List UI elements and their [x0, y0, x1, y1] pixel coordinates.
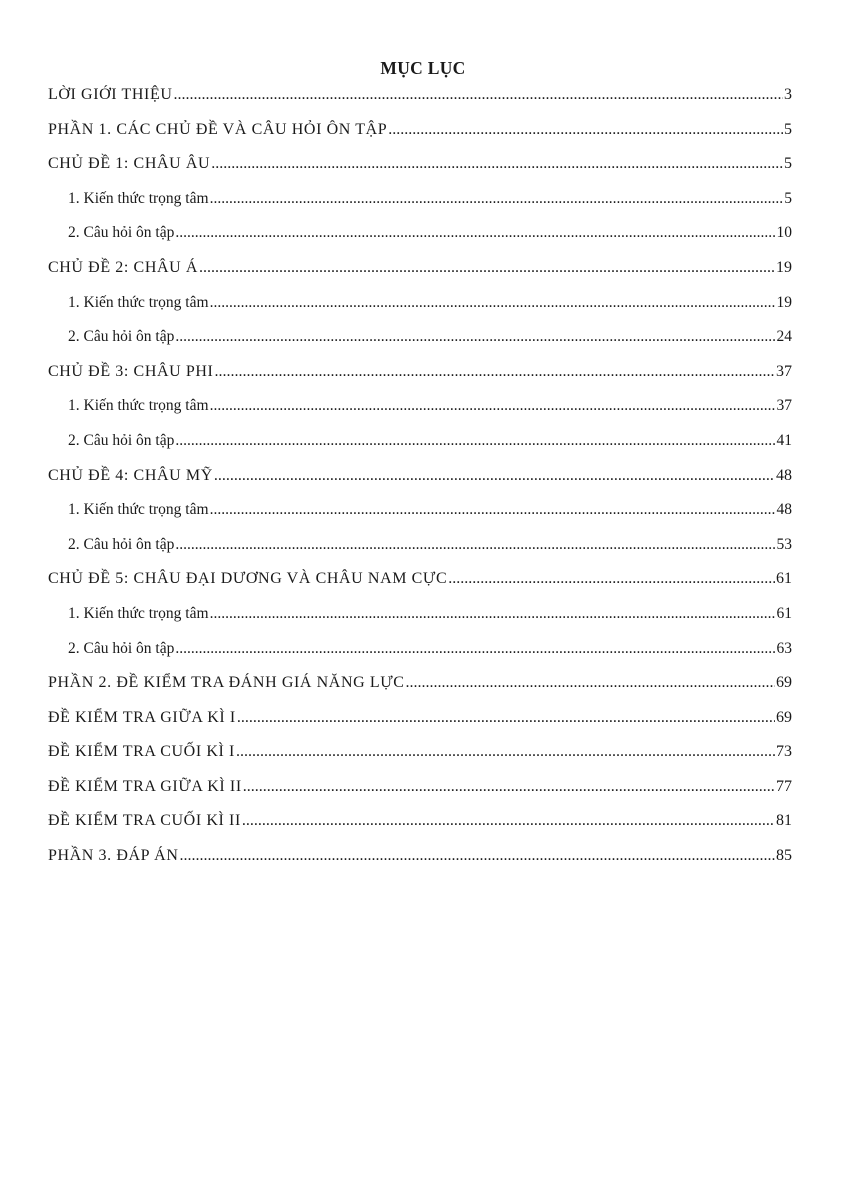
dot-leader: [175, 530, 775, 560]
toc-entry-page-number: 61: [776, 570, 792, 588]
toc-entry-page-number: 63: [776, 639, 792, 657]
toc-entry-label: ĐỀ KIỂM TRA CUỐI KÌ I: [48, 743, 235, 761]
toc-entry-page-number: 69: [776, 708, 792, 726]
toc-entry[interactable]: [48, 357, 792, 392]
dot-leader: [388, 115, 783, 145]
dot-leader: [199, 253, 775, 283]
toc-subentry[interactable]: [48, 391, 792, 426]
toc-subentry[interactable]: [48, 426, 792, 461]
dot-leader: [236, 737, 775, 767]
dot-leader: [180, 841, 776, 871]
toc-entry-page-number: 19: [776, 293, 792, 311]
toc-entry[interactable]: [48, 806, 792, 841]
dot-leader: [174, 80, 783, 110]
toc-entry-page-number: 10: [776, 224, 792, 242]
toc-entry[interactable]: [48, 772, 792, 807]
dot-leader: [210, 288, 776, 318]
dot-leader: [214, 461, 775, 491]
dot-leader: [210, 391, 776, 421]
toc-entry-label: 1. Kiến thức trọng tâm: [68, 501, 209, 519]
toc-entry-label: 2. Câu hỏi ôn tập: [68, 224, 175, 242]
dot-leader: [406, 668, 775, 698]
toc-entry-page-number: 53: [776, 535, 792, 553]
dot-leader: [242, 806, 775, 836]
toc-entry-page-number: 3: [784, 86, 792, 103]
toc-entry-page-number: 37: [776, 397, 792, 415]
dot-leader: [175, 218, 775, 248]
toc-entry[interactable]: [48, 841, 792, 876]
toc-entry-page-number: 19: [776, 258, 792, 276]
page-title: MỤC LỤC: [380, 58, 466, 78]
toc-entry-page-number: 77: [776, 777, 792, 795]
toc-entry-page-number: 5: [784, 189, 792, 207]
toc-subentry[interactable]: [48, 288, 792, 323]
toc-entry-label: PHẦN 2. ĐỀ KIỂM TRA ĐÁNH GIÁ NĂNG LỰC: [48, 674, 405, 692]
toc-entry-label: 2. Câu hỏi ôn tập: [68, 431, 175, 449]
toc-subentry[interactable]: [48, 530, 792, 565]
toc-entry-page-number: 85: [776, 847, 792, 865]
toc-subentry[interactable]: [48, 495, 792, 530]
dot-leader: [243, 772, 775, 802]
toc-entry-label: CHỦ ĐỀ 4: CHÂU MỸ: [48, 466, 213, 484]
dot-leader: [210, 599, 776, 629]
toc-entry-page-number: 5: [784, 155, 792, 173]
toc-entry-label: 1. Kiến thức trọng tâm: [68, 397, 209, 415]
toc-entry-label: 2. Câu hỏi ôn tập: [68, 639, 175, 657]
toc-entry-page-number: 41: [776, 431, 792, 449]
toc-entry-label: 1. Kiến thức trọng tâm: [68, 189, 209, 207]
dot-leader: [175, 426, 775, 456]
toc-entry-page-number: 73: [776, 743, 792, 761]
toc-entry-page-number: 5: [784, 120, 792, 138]
toc-entry[interactable]: [48, 737, 792, 772]
toc-subentry[interactable]: [48, 218, 792, 253]
toc-entry-label: 2. Câu hỏi ôn tập: [68, 535, 175, 553]
dot-leader: [210, 495, 776, 525]
table-of-contents: [48, 80, 792, 876]
toc-entry-page-number: 61: [776, 604, 792, 622]
toc-entry-label: ĐỀ KIỂM TRA GIỮA KÌ II: [48, 777, 242, 795]
toc-entry-label: CHỦ ĐỀ 1: CHÂU ÂU: [48, 155, 211, 173]
toc-entry-label: 1. Kiến thức trọng tâm: [68, 604, 209, 622]
toc-entry[interactable]: [48, 461, 792, 496]
dot-leader: [214, 357, 775, 387]
toc-subentry[interactable]: [48, 634, 792, 669]
toc-entry-label: PHẦN 3. ĐÁP ÁN: [48, 847, 179, 865]
dot-leader: [210, 184, 784, 214]
toc-entry[interactable]: [48, 80, 792, 115]
toc-entry-label: ĐỀ KIỂM TRA CUỐI KÌ II: [48, 812, 241, 830]
toc-entry-page-number: 81: [776, 812, 792, 830]
toc-subentry[interactable]: [48, 599, 792, 634]
dot-leader: [448, 564, 775, 594]
toc-subentry[interactable]: [48, 184, 792, 219]
toc-entry-label: PHẦN 1. CÁC CHỦ ĐỀ VÀ CÂU HỎI ÔN TẬP: [48, 120, 388, 138]
toc-entry[interactable]: [48, 564, 792, 599]
dot-leader: [237, 703, 775, 733]
toc-entry[interactable]: [48, 115, 792, 150]
dot-leader: [175, 634, 775, 664]
toc-entry-label: CHỦ ĐỀ 2: CHÂU Á: [48, 258, 199, 276]
toc-entry[interactable]: [48, 668, 792, 703]
toc-entry-page-number: 37: [776, 362, 792, 380]
toc-entry-page-number: 48: [776, 466, 792, 484]
dot-leader: [175, 322, 775, 352]
toc-entry-label: 1. Kiến thức trọng tâm: [68, 293, 209, 311]
toc-entry-page-number: 69: [776, 674, 792, 692]
toc-subentry[interactable]: [48, 322, 792, 357]
toc-entry-label: LỜI GIỚI THIỆU: [48, 86, 173, 103]
toc-entry-label: CHỦ ĐỀ 5: CHÂU ĐẠI DƯƠNG VÀ CHÂU NAM CỰC: [48, 570, 448, 588]
toc-entry-label: 2. Câu hỏi ôn tập: [68, 328, 175, 346]
toc-entry-label: ĐỀ KIỂM TRA GIỮA KÌ I: [48, 708, 236, 726]
toc-entry[interactable]: [48, 703, 792, 738]
toc-entry-page-number: 24: [776, 328, 792, 346]
dot-leader: [211, 149, 783, 179]
toc-entry[interactable]: [48, 253, 792, 288]
toc-entry-page-number: 48: [776, 501, 792, 519]
toc-entry-label: CHỦ ĐỀ 3: CHÂU PHI: [48, 362, 214, 380]
toc-entry[interactable]: [48, 149, 792, 184]
